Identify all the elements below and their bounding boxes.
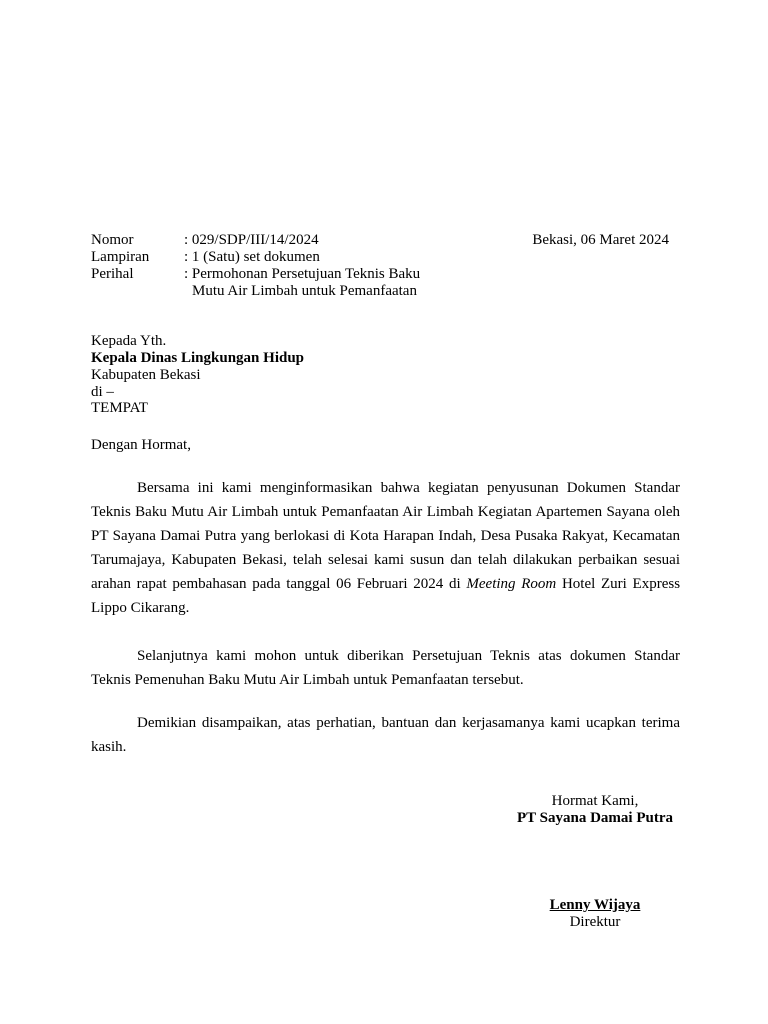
recipient-name: Kepala Dinas Lingkungan Hidup — [91, 350, 305, 366]
closing-hormat: Hormat Kami, — [551, 793, 639, 809]
perihal-value-line2: Mutu Air Limbah untuk Pemanfaatan — [192, 283, 417, 299]
salutation: Dengan Hormat, — [91, 437, 191, 453]
place-date: Bekasi, 06 Maret 2024 — [532, 232, 669, 248]
signer-name: Lenny Wijaya — [549, 897, 641, 913]
body-paragraph-1-text: Bersama ini kami menginformasikan bahwa kegiatan penyusunan Dokumen Standar Teknis Baku Mutu Air Limbah untuk Pemanfaatan Air Limbah Kegiatan Apartemen Sayana oleh PT Sayana Damai Putra yang berlokasi di Kota Harapan Indah, Desa Pusaka Rakyat, Kecamatan Tarumajaya, Kabupaten Bekasi, telah selesai kami susun dan telah dilakukan perbaikan sesuai arahan rapat pembahasan pada tanggal 06 Februari 2024 di — [91, 480, 680, 592]
recipient-kepada: Kepada Yth. — [91, 333, 167, 349]
body-paragraph-3: Demikian disampaikan, atas perhatian, bantuan dan kerjasamanya kami ucapkan terima kasih. — [91, 715, 680, 755]
closing-company: PT Sayana Damai Putra — [517, 810, 673, 826]
lampiran-value: : 1 (Satu) set dokumen — [184, 249, 320, 265]
recipient-tempat: TEMPAT — [91, 400, 148, 416]
perihal-value-line1: : Permohonan Persetujuan Teknis Baku — [184, 266, 421, 282]
lampiran-label: Lampiran — [91, 249, 150, 265]
body-paragraph-1 — [91, 476, 680, 620]
recipient-region: Kabupaten Bekasi — [91, 367, 201, 383]
perihal-label: Perihal — [91, 266, 134, 282]
signer-title: Direktur — [569, 914, 621, 930]
body-paragraph-1-italic: Meeting Room — [466, 576, 557, 592]
nomor-value: : 029/SDP/III/14/2024 — [184, 232, 319, 248]
body-paragraph-2: Selanjutnya kami mohon untuk diberikan Persetujuan Teknis atas dokumen Standar Teknis Pemenuhan Baku Mutu Air Limbah untuk Pemanfaatan tersebut. — [91, 648, 680, 688]
body-paragraph-1-tail: Hotel Zuri Express Lippo Cikarang. — [91, 576, 681, 616]
recipient-di: di – — [91, 384, 114, 400]
nomor-label: Nomor — [91, 232, 134, 248]
